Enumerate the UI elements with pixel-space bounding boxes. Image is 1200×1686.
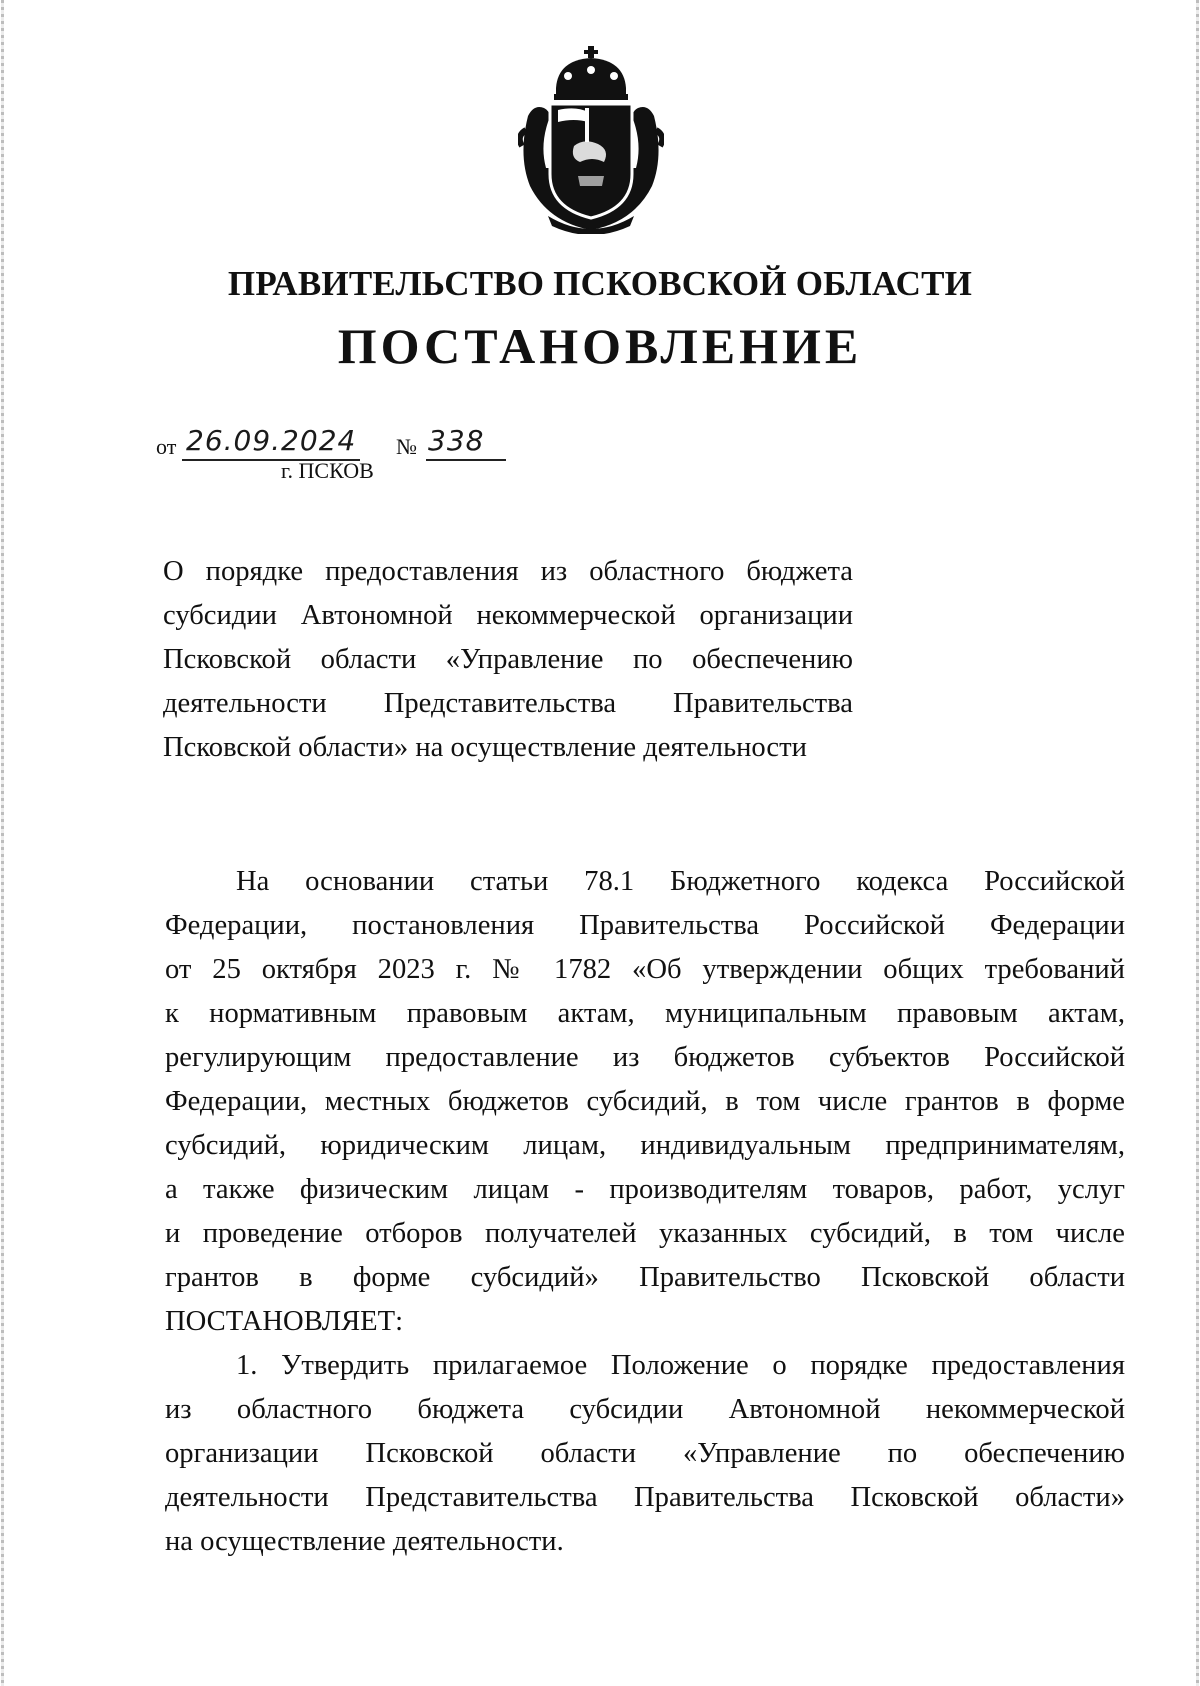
title-line: субсидии Автономной некоммерческой организации (163, 600, 853, 631)
title-line: О порядке предоставления из областного бюджета (163, 556, 853, 587)
title-line: Псковской области «Управление по обеспечению (163, 644, 853, 675)
body-line: субсидий, юридическим лицам, индивидуальным предпринимателям, (165, 1130, 1125, 1161)
body-line: из областного бюджета субсидии Автономной некоммерческой (165, 1394, 1125, 1425)
scan-edge-left (1, 0, 4, 1686)
handwritten-date: 26.09.2024 (186, 424, 357, 457)
city-label: г. ПСКОВ (281, 458, 374, 483)
body-line: Федерации, местных бюджетов субсидий, в том числе грантов в форме (165, 1086, 1125, 1117)
number-underline (426, 459, 506, 461)
body-line: к нормативным правовым актам, муниципальным правовым актам, (165, 998, 1125, 1029)
pskov-oblast-coat-of-arms-icon (518, 46, 664, 234)
body-line: на осуществление деятельности. (165, 1526, 564, 1557)
title-line: Псковской области» на осуществление деятельности (163, 732, 807, 763)
title-line: деятельности Представительства Правительства (163, 688, 853, 719)
scan-edge-right (1196, 0, 1199, 1686)
document-type-title: ПОСТАНОВЛЕНИЕ (337, 318, 863, 374)
body-line: деятельности Представительства Правительства Псковской области» (165, 1482, 1125, 1513)
body-line: и проведение отборов получателей указанных субсидий, в том числе (165, 1218, 1125, 1249)
body-line: организации Псковской области «Управление по обеспечению (165, 1438, 1125, 1469)
resolution-body (165, 860, 1125, 1564)
body-line: регулирующим предоставление из бюджетов субъектов Российской (165, 1042, 1125, 1073)
from-label: от (156, 434, 177, 459)
number-label: № (396, 434, 417, 459)
handwritten-number: 338 (428, 424, 485, 457)
body-line: Федерации, постановления Правительства Российской Федерации (165, 910, 1125, 941)
body-line: а также физическим лицам - производителям товаров, работ, услуг (165, 1174, 1125, 1205)
issuing-authority: ПРАВИТЕЛЬСТВО ПСКОВСКОЙ ОБЛАСТИ (227, 264, 973, 303)
resolution-title (163, 550, 853, 770)
body-line: ПОСТАНОВЛЯЕТ: (165, 1306, 404, 1337)
body-line: На основании статьи 78.1 Бюджетного кодекса Российской (236, 866, 1125, 897)
body-line: 1. Утвердить прилагаемое Положение о порядке предоставления (236, 1350, 1125, 1381)
body-line: от 25 октября 2023 г. № 1782 «Об утверждении общих требований (165, 954, 1125, 985)
body-line: грантов в форме субсидий» Правительство Псковской области (165, 1262, 1125, 1293)
